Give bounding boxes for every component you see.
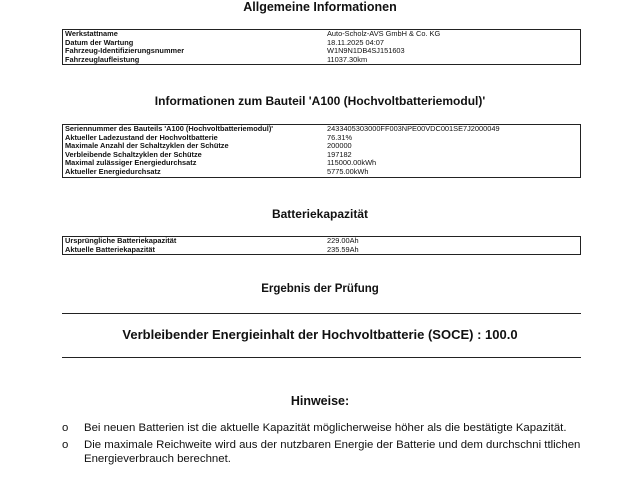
section-title-hinweise: Hinweise: — [290, 394, 350, 408]
row-label: Fahrzeuglaufleistung — [65, 55, 140, 64]
allgemein-table — [62, 29, 581, 65]
row-value: 76.31% — [327, 133, 353, 142]
row-label: Datum der Wartung — [65, 38, 134, 47]
row-label: Ursprüngliche Batteriekapazität — [65, 237, 177, 245]
row-value: W1N9N1DB4SJ151603 — [327, 47, 405, 56]
section-title-allgemein: Allgemeine Informationen — [243, 0, 397, 14]
row-label: Aktueller Energiedurchsatz — [65, 167, 161, 176]
row-label: Aktuelle Batteriekapazität — [65, 245, 155, 254]
row-label: Verbleibende Schaltzyklen der Schütze — [65, 150, 202, 159]
section-title-ergebnis: Ergebnis der Prüfung — [261, 283, 379, 295]
list-item — [62, 421, 582, 435]
note-text: Bei neuen Batterien ist die aktuelle Kapazität möglicherweise höher als die bestätigte Kapazität. — [84, 422, 567, 434]
table-row — [63, 237, 580, 246]
table-row — [63, 47, 580, 56]
table-row — [63, 246, 580, 255]
row-value: 2433405303000FF003NPE00VDC001SE7J2000049 — [327, 125, 500, 133]
table-row — [63, 142, 580, 151]
section-title-bauteil: Informationen zum Bauteil 'A100 (Hochvoltbatteriemodul)' — [154, 94, 486, 108]
bauteil-table — [62, 124, 581, 178]
bullet-icon: o — [62, 422, 69, 434]
divider-bottom — [62, 357, 581, 358]
table-row — [63, 168, 580, 177]
row-value: 11037.30km — [327, 55, 368, 64]
row-value: 200000 — [327, 142, 352, 151]
row-value: 5775.00kWh — [327, 167, 369, 176]
row-value: 197182 — [327, 150, 352, 159]
kapazitaet-table — [62, 236, 581, 255]
row-value: 18.11.2025 04:07 — [327, 38, 384, 47]
row-label: Maximal zulässiger Energiedurchsatz — [65, 159, 197, 168]
row-value: 115000.00kWh — [327, 159, 377, 168]
table-row — [63, 159, 580, 168]
hinweise-list — [62, 421, 582, 469]
bullet-icon: o — [62, 439, 69, 451]
row-value: 229.00Ah — [327, 237, 359, 245]
table-row — [63, 56, 580, 65]
divider-top — [62, 313, 581, 314]
list-item — [62, 438, 582, 466]
row-label: Aktueller Ladezustand der Hochvoltbatterie — [65, 133, 218, 142]
row-value: Auto-Scholz-AVS GmbH & Co. KG — [327, 30, 441, 38]
table-row — [63, 30, 580, 39]
table-row — [63, 125, 580, 134]
section-title-kapazitaet: Batteriekapazität — [271, 207, 369, 221]
table-row — [63, 39, 580, 48]
row-label: Maximale Anzahl der Schaltzyklen der Schütze — [65, 142, 229, 151]
row-label: Seriennummer des Bauteils 'A100 (Hochvoltbatteriemodul)' — [65, 125, 274, 133]
table-row — [63, 151, 580, 160]
soce-result: Verbleibender Energieinhalt der Hochvoltbatterie (SOCE) : 100.0 — [122, 327, 518, 342]
row-label: Werkstattname — [65, 30, 118, 38]
table-row — [63, 134, 580, 143]
note-text: Die maximale Reichweite wird aus der nutzbaren Energie der Batterie und dem durchschni ttlichen Energieverbrauch berechnet. — [84, 439, 581, 465]
row-label: Fahrzeug-Identifizierungsnummer — [65, 47, 185, 56]
row-value: 235.59Ah — [327, 245, 359, 254]
